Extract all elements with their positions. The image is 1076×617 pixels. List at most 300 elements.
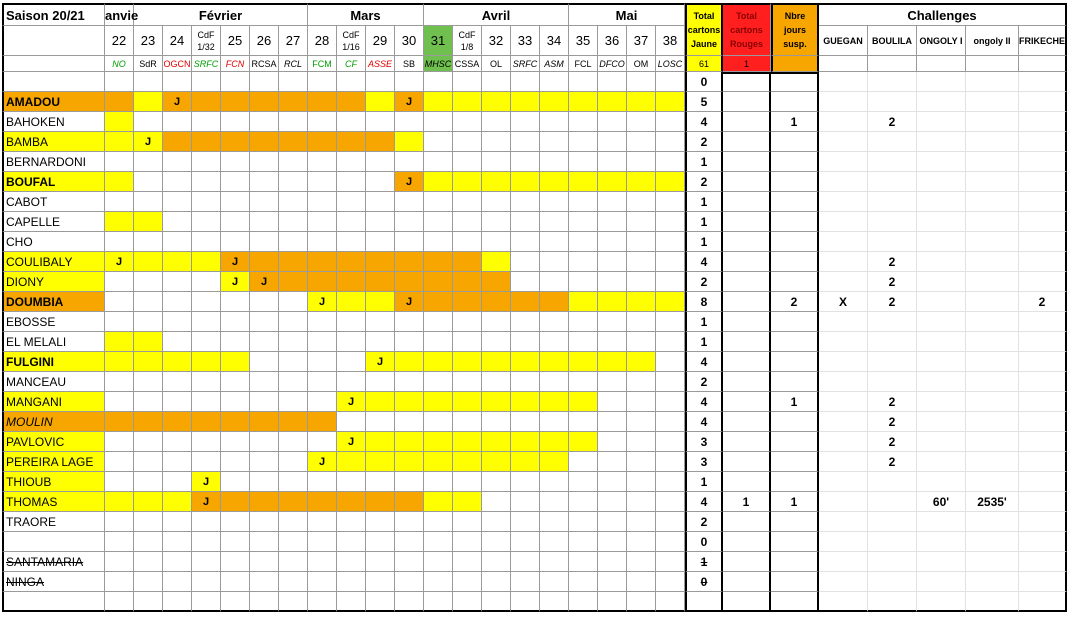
card-cell[interactable] (337, 112, 366, 132)
card-cell[interactable] (134, 512, 163, 532)
card-cell[interactable] (627, 552, 656, 572)
card-cell[interactable] (105, 172, 134, 192)
card-cell[interactable] (569, 152, 598, 172)
card-cell[interactable] (279, 412, 308, 432)
card-cell[interactable] (221, 552, 250, 572)
card-cell[interactable] (656, 432, 685, 452)
card-cell[interactable] (250, 372, 279, 392)
card-cell[interactable] (250, 392, 279, 412)
card-cell[interactable] (598, 432, 627, 452)
card-cell[interactable] (627, 432, 656, 452)
card-cell[interactable] (540, 572, 569, 592)
yellow-card-mark[interactable]: J (250, 272, 279, 292)
player-name[interactable]: EBOSSE (2, 312, 105, 332)
card-cell[interactable] (656, 392, 685, 412)
card-cell[interactable] (134, 92, 163, 112)
player-name[interactable]: EL MELALI (2, 332, 105, 352)
card-cell[interactable] (424, 572, 453, 592)
card-cell[interactable] (656, 192, 685, 212)
card-cell[interactable] (482, 532, 511, 552)
yellow-card-mark[interactable]: J (337, 392, 366, 412)
card-cell[interactable] (627, 332, 656, 352)
player-name[interactable]: BAMBA (2, 132, 105, 152)
card-cell[interactable] (134, 332, 163, 352)
card-cell[interactable] (569, 92, 598, 112)
card-cell[interactable] (656, 532, 685, 552)
card-cell[interactable] (424, 272, 453, 292)
card-cell[interactable] (627, 252, 656, 272)
card-cell[interactable] (308, 412, 337, 432)
card-cell[interactable] (540, 472, 569, 492)
card-cell[interactable] (105, 372, 134, 392)
card-cell[interactable] (395, 432, 424, 452)
card-cell[interactable] (453, 312, 482, 332)
card-cell[interactable] (511, 392, 540, 412)
card-cell[interactable] (134, 572, 163, 592)
card-cell[interactable] (395, 592, 424, 612)
card-cell[interactable] (453, 292, 482, 312)
card-cell[interactable] (308, 512, 337, 532)
card-cell[interactable] (511, 132, 540, 152)
card-cell[interactable] (453, 192, 482, 212)
card-cell[interactable] (134, 292, 163, 312)
card-cell[interactable] (105, 472, 134, 492)
card-cell[interactable] (540, 212, 569, 232)
card-cell[interactable] (105, 272, 134, 292)
card-cell[interactable] (366, 372, 395, 392)
card-cell[interactable] (105, 572, 134, 592)
card-cell[interactable] (656, 272, 685, 292)
card-cell[interactable] (424, 92, 453, 112)
card-cell[interactable] (482, 452, 511, 472)
card-cell[interactable] (250, 312, 279, 332)
player-name[interactable]: PEREIRA LAGE (2, 452, 105, 472)
card-cell[interactable] (511, 432, 540, 452)
card-cell[interactable] (627, 92, 656, 112)
card-cell[interactable] (279, 592, 308, 612)
card-cell[interactable] (221, 212, 250, 232)
card-cell[interactable] (163, 72, 192, 92)
card-cell[interactable] (105, 72, 134, 92)
yellow-card-mark[interactable]: J (163, 92, 192, 112)
card-cell[interactable] (424, 392, 453, 412)
card-cell[interactable] (337, 572, 366, 592)
card-cell[interactable] (453, 252, 482, 272)
card-cell[interactable] (337, 192, 366, 212)
card-cell[interactable] (163, 292, 192, 312)
card-cell[interactable] (105, 452, 134, 472)
card-cell[interactable] (511, 92, 540, 112)
card-cell[interactable] (250, 492, 279, 512)
card-cell[interactable] (424, 232, 453, 252)
card-cell[interactable] (279, 552, 308, 572)
card-cell[interactable] (250, 212, 279, 232)
card-cell[interactable] (366, 272, 395, 292)
card-cell[interactable] (453, 552, 482, 572)
card-cell[interactable] (540, 352, 569, 372)
card-cell[interactable] (511, 192, 540, 212)
card-cell[interactable] (424, 192, 453, 212)
card-cell[interactable] (656, 72, 685, 92)
card-cell[interactable] (337, 252, 366, 272)
card-cell[interactable] (395, 212, 424, 232)
card-cell[interactable] (453, 432, 482, 452)
card-cell[interactable] (366, 192, 395, 212)
card-cell[interactable] (163, 372, 192, 392)
card-cell[interactable] (540, 312, 569, 332)
card-cell[interactable] (656, 292, 685, 312)
card-cell[interactable] (366, 92, 395, 112)
card-cell[interactable] (250, 572, 279, 592)
card-cell[interactable] (221, 392, 250, 412)
card-cell[interactable] (192, 312, 221, 332)
card-cell[interactable] (627, 452, 656, 472)
card-cell[interactable] (395, 272, 424, 292)
card-cell[interactable] (279, 132, 308, 152)
card-cell[interactable] (511, 172, 540, 192)
card-cell[interactable] (308, 192, 337, 212)
card-cell[interactable] (250, 132, 279, 152)
card-cell[interactable] (598, 232, 627, 252)
card-cell[interactable] (192, 112, 221, 132)
card-cell[interactable] (337, 412, 366, 432)
card-cell[interactable] (627, 152, 656, 172)
card-cell[interactable] (221, 232, 250, 252)
card-cell[interactable] (656, 592, 685, 612)
card-cell[interactable] (424, 412, 453, 432)
card-cell[interactable] (453, 492, 482, 512)
card-cell[interactable] (105, 532, 134, 552)
card-cell[interactable] (453, 412, 482, 432)
card-cell[interactable] (134, 272, 163, 292)
card-cell[interactable] (308, 92, 337, 112)
card-cell[interactable] (598, 592, 627, 612)
card-cell[interactable] (424, 132, 453, 152)
card-cell[interactable] (395, 352, 424, 372)
card-cell[interactable] (424, 312, 453, 332)
card-cell[interactable] (366, 512, 395, 532)
card-cell[interactable] (569, 512, 598, 532)
card-cell[interactable] (482, 72, 511, 92)
card-cell[interactable] (366, 552, 395, 572)
card-cell[interactable] (366, 332, 395, 352)
card-cell[interactable] (627, 512, 656, 532)
card-cell[interactable] (134, 352, 163, 372)
card-cell[interactable] (395, 312, 424, 332)
card-cell[interactable] (163, 172, 192, 192)
card-cell[interactable] (163, 212, 192, 232)
card-cell[interactable] (511, 272, 540, 292)
card-cell[interactable] (482, 552, 511, 572)
card-cell[interactable] (511, 492, 540, 512)
card-cell[interactable] (105, 512, 134, 532)
card-cell[interactable] (192, 432, 221, 452)
card-cell[interactable] (395, 552, 424, 572)
card-cell[interactable] (134, 72, 163, 92)
card-cell[interactable] (192, 512, 221, 532)
card-cell[interactable] (279, 392, 308, 412)
card-cell[interactable] (163, 492, 192, 512)
card-cell[interactable] (221, 72, 250, 92)
card-cell[interactable] (163, 352, 192, 372)
card-cell[interactable] (540, 152, 569, 172)
card-cell[interactable] (511, 352, 540, 372)
card-cell[interactable] (134, 372, 163, 392)
card-cell[interactable] (163, 392, 192, 412)
card-cell[interactable] (163, 132, 192, 152)
card-cell[interactable] (163, 452, 192, 472)
card-cell[interactable] (395, 252, 424, 272)
card-cell[interactable] (366, 492, 395, 512)
card-cell[interactable] (598, 312, 627, 332)
card-cell[interactable] (482, 492, 511, 512)
card-cell[interactable] (366, 132, 395, 152)
card-cell[interactable] (453, 152, 482, 172)
card-cell[interactable] (337, 352, 366, 372)
card-cell[interactable] (656, 492, 685, 512)
card-cell[interactable] (308, 532, 337, 552)
card-cell[interactable] (627, 472, 656, 492)
card-cell[interactable] (395, 372, 424, 392)
card-cell[interactable] (598, 212, 627, 232)
card-cell[interactable] (279, 472, 308, 492)
card-cell[interactable] (337, 532, 366, 552)
card-cell[interactable] (540, 512, 569, 532)
card-cell[interactable] (395, 72, 424, 92)
player-name[interactable] (2, 72, 105, 92)
card-cell[interactable] (250, 452, 279, 472)
card-cell[interactable] (308, 252, 337, 272)
card-cell[interactable] (627, 292, 656, 312)
card-cell[interactable] (250, 412, 279, 432)
card-cell[interactable] (656, 212, 685, 232)
player-name[interactable]: BAHOKEN (2, 112, 105, 132)
card-cell[interactable] (627, 572, 656, 592)
card-cell[interactable] (221, 452, 250, 472)
card-cell[interactable] (250, 172, 279, 192)
card-cell[interactable] (337, 132, 366, 152)
card-cell[interactable] (569, 252, 598, 272)
card-cell[interactable] (569, 192, 598, 212)
card-cell[interactable] (569, 572, 598, 592)
card-cell[interactable] (656, 372, 685, 392)
card-cell[interactable] (163, 572, 192, 592)
player-name[interactable]: CABOT (2, 192, 105, 212)
card-cell[interactable] (221, 592, 250, 612)
card-cell[interactable] (424, 472, 453, 492)
card-cell[interactable] (279, 252, 308, 272)
card-cell[interactable] (569, 132, 598, 152)
card-cell[interactable] (511, 232, 540, 252)
yellow-card-mark[interactable]: J (134, 132, 163, 152)
card-cell[interactable] (366, 312, 395, 332)
player-name[interactable]: TRAORE (2, 512, 105, 532)
player-name[interactable]: MANGANI (2, 392, 105, 412)
card-cell[interactable] (221, 532, 250, 552)
card-cell[interactable] (540, 452, 569, 472)
card-cell[interactable] (511, 552, 540, 572)
card-cell[interactable] (308, 312, 337, 332)
card-cell[interactable] (105, 552, 134, 572)
card-cell[interactable] (453, 572, 482, 592)
card-cell[interactable] (511, 472, 540, 492)
card-cell[interactable] (453, 472, 482, 492)
card-cell[interactable] (163, 192, 192, 212)
card-cell[interactable] (250, 432, 279, 452)
card-cell[interactable] (395, 412, 424, 432)
card-cell[interactable] (279, 352, 308, 372)
card-cell[interactable] (308, 572, 337, 592)
card-cell[interactable] (569, 112, 598, 132)
card-cell[interactable] (279, 372, 308, 392)
card-cell[interactable] (279, 212, 308, 232)
card-cell[interactable] (598, 352, 627, 372)
card-cell[interactable] (598, 552, 627, 572)
card-cell[interactable] (482, 152, 511, 172)
card-cell[interactable] (627, 352, 656, 372)
card-cell[interactable] (656, 512, 685, 532)
card-cell[interactable] (250, 552, 279, 572)
card-cell[interactable] (511, 512, 540, 532)
card-cell[interactable] (163, 152, 192, 172)
card-cell[interactable] (337, 332, 366, 352)
card-cell[interactable] (482, 512, 511, 532)
card-cell[interactable] (366, 232, 395, 252)
card-cell[interactable] (627, 372, 656, 392)
card-cell[interactable] (627, 192, 656, 212)
card-cell[interactable] (221, 132, 250, 152)
card-cell[interactable] (221, 412, 250, 432)
card-cell[interactable] (482, 432, 511, 452)
card-cell[interactable] (569, 292, 598, 312)
card-cell[interactable] (598, 92, 627, 112)
card-cell[interactable] (163, 472, 192, 492)
card-cell[interactable] (279, 152, 308, 172)
card-cell[interactable] (598, 372, 627, 392)
card-cell[interactable] (424, 552, 453, 572)
card-cell[interactable] (308, 432, 337, 452)
card-cell[interactable] (540, 492, 569, 512)
card-cell[interactable] (598, 132, 627, 152)
card-cell[interactable] (482, 292, 511, 312)
card-cell[interactable] (221, 472, 250, 492)
card-cell[interactable] (134, 392, 163, 412)
card-cell[interactable] (627, 112, 656, 132)
yellow-card-mark[interactable]: J (308, 452, 337, 472)
card-cell[interactable] (482, 332, 511, 352)
card-cell[interactable] (337, 472, 366, 492)
card-cell[interactable] (424, 152, 453, 172)
player-name[interactable]: COULIBALY (2, 252, 105, 272)
card-cell[interactable] (192, 72, 221, 92)
card-cell[interactable] (192, 552, 221, 572)
card-cell[interactable] (395, 492, 424, 512)
card-cell[interactable] (627, 592, 656, 612)
card-cell[interactable] (424, 112, 453, 132)
player-name[interactable]: MOULIN (2, 412, 105, 432)
card-cell[interactable] (134, 312, 163, 332)
card-cell[interactable] (192, 452, 221, 472)
card-cell[interactable] (105, 492, 134, 512)
card-cell[interactable] (250, 532, 279, 552)
card-cell[interactable] (163, 432, 192, 452)
card-cell[interactable] (598, 272, 627, 292)
card-cell[interactable] (337, 72, 366, 92)
yellow-card-mark[interactable]: J (366, 352, 395, 372)
card-cell[interactable] (134, 472, 163, 492)
card-cell[interactable] (395, 472, 424, 492)
card-cell[interactable] (308, 592, 337, 612)
card-cell[interactable] (279, 492, 308, 512)
card-cell[interactable] (482, 212, 511, 232)
card-cell[interactable] (105, 292, 134, 312)
card-cell[interactable] (221, 432, 250, 452)
player-name[interactable]: MANCEAU (2, 372, 105, 392)
yellow-card-mark[interactable]: J (395, 292, 424, 312)
card-cell[interactable] (569, 312, 598, 332)
card-cell[interactable] (105, 112, 134, 132)
card-cell[interactable] (453, 172, 482, 192)
card-cell[interactable] (105, 312, 134, 332)
card-cell[interactable] (134, 112, 163, 132)
player-name[interactable]: CHO (2, 232, 105, 252)
card-cell[interactable] (366, 112, 395, 132)
card-cell[interactable] (424, 452, 453, 472)
card-cell[interactable] (366, 172, 395, 192)
card-cell[interactable] (105, 332, 134, 352)
card-cell[interactable] (540, 552, 569, 572)
card-cell[interactable] (453, 512, 482, 532)
card-cell[interactable] (308, 392, 337, 412)
player-name[interactable]: BOUFAL (2, 172, 105, 192)
card-cell[interactable] (337, 92, 366, 112)
card-cell[interactable] (221, 572, 250, 592)
card-cell[interactable] (366, 532, 395, 552)
card-cell[interactable] (656, 112, 685, 132)
card-cell[interactable] (511, 212, 540, 232)
card-cell[interactable] (134, 432, 163, 452)
card-cell[interactable] (598, 472, 627, 492)
card-cell[interactable] (569, 72, 598, 92)
card-cell[interactable] (569, 552, 598, 572)
card-cell[interactable] (308, 232, 337, 252)
card-cell[interactable] (424, 292, 453, 312)
card-cell[interactable] (308, 332, 337, 352)
card-cell[interactable] (540, 172, 569, 192)
player-name[interactable]: SANTAMARIA (2, 552, 105, 572)
card-cell[interactable] (395, 232, 424, 252)
card-cell[interactable] (424, 172, 453, 192)
card-cell[interactable] (511, 332, 540, 352)
card-cell[interactable] (221, 372, 250, 392)
player-name[interactable] (2, 592, 105, 612)
card-cell[interactable] (482, 572, 511, 592)
card-cell[interactable] (656, 172, 685, 192)
card-cell[interactable] (366, 152, 395, 172)
card-cell[interactable] (627, 172, 656, 192)
card-cell[interactable] (424, 72, 453, 92)
card-cell[interactable] (569, 472, 598, 492)
card-cell[interactable] (598, 332, 627, 352)
card-cell[interactable] (366, 572, 395, 592)
card-cell[interactable] (540, 292, 569, 312)
card-cell[interactable] (424, 352, 453, 372)
card-cell[interactable] (395, 512, 424, 532)
card-cell[interactable] (569, 372, 598, 392)
card-cell[interactable] (482, 352, 511, 372)
card-cell[interactable] (221, 112, 250, 132)
card-cell[interactable] (424, 372, 453, 392)
